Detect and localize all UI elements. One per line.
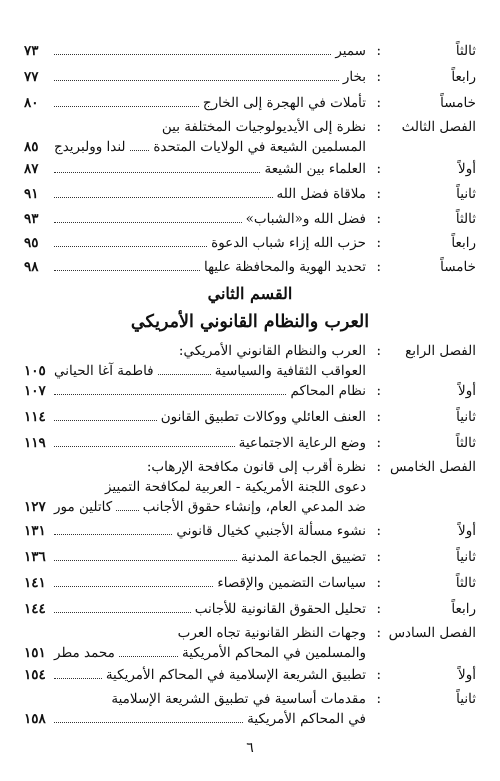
toc-entry [14, 158, 486, 180]
toc-entry [14, 40, 486, 62]
toc-entry-page: ١٣١ [24, 523, 46, 539]
toc-entry-colon: : [376, 43, 381, 59]
toc-entry-line: العلماء بين الشيعة [264, 161, 366, 177]
toc-entry-line: في المحاكم الأمريكية [247, 711, 366, 727]
toc-entry-page: ١٠٥ [24, 363, 46, 379]
dot-leader [54, 68, 339, 81]
page-number: ٦ [246, 740, 254, 756]
toc-entry-line: تضييق الجماعة المدنية [240, 549, 366, 565]
dot-leader [54, 258, 200, 271]
toc-entry-line: والمسلمين في المحاكم الأمريكية [182, 645, 366, 661]
dot-leader [158, 362, 211, 375]
dot-leader [54, 234, 207, 247]
toc-entry-label: الفصل الخامس [389, 459, 476, 475]
toc-entry-line: نظرة أقرب إلى قانون مكافحة الإرهاب: [146, 459, 366, 475]
toc-entry-line: بخار [342, 69, 366, 85]
dot-leader [116, 498, 139, 511]
toc-entry [14, 232, 486, 254]
toc-entry-line: ملاقاة فضل الله [276, 186, 366, 202]
dot-leader [130, 138, 150, 151]
toc-entry-line: سمير [335, 43, 366, 59]
toc-entry-colon: : [376, 259, 381, 275]
toc-entry-line: حزب الله إزاء شباب الدعوة [211, 235, 366, 251]
toc-entry-colon: : [376, 211, 381, 227]
toc-entry [14, 546, 486, 568]
toc-entry-colon: : [376, 667, 381, 683]
toc-entry-colon: : [376, 435, 381, 451]
toc-entry-label: رابعاً [451, 69, 476, 85]
dot-leader [54, 522, 172, 535]
toc-entry-page: ٩١ [24, 186, 39, 202]
toc-entry-label: خامساً [440, 259, 476, 275]
toc-entry [14, 208, 486, 230]
toc-entry-line: وجهات النظر القانونية تجاه العرب [177, 625, 366, 641]
toc-entry [14, 406, 486, 428]
toc-entry [14, 183, 486, 205]
dot-leader [54, 710, 243, 723]
toc-entry-label: أولاً [458, 161, 476, 177]
toc-entry-author: محمد مطر [54, 645, 115, 661]
toc-entry-page: ١٤٤ [24, 601, 46, 617]
toc-entry-page: ٩٣ [24, 211, 39, 227]
toc-entry-line: المسلمين الشيعة في الولايات المتحدة [153, 139, 366, 155]
toc-entry-label: أولاً [458, 667, 476, 683]
dot-leader [54, 42, 331, 55]
toc-entry-page: ٩٥ [24, 235, 39, 251]
toc-entry [14, 572, 486, 594]
toc-entry-page: ١٤١ [24, 575, 46, 591]
toc-entry-line: نظرة إلى الأيديولوجيات المختلفة بين [161, 119, 366, 135]
dot-leader [54, 160, 260, 173]
toc-entry-author: كاتلين مور [54, 499, 113, 515]
dot-leader [54, 94, 199, 107]
toc-entry-line: العنف العائلي ووكالات تطبيق القانون [160, 409, 366, 425]
toc-entry-line: تطبيق الشريعة الإسلامية في المحاكم الأمريكية [105, 667, 366, 683]
toc-entry-line: سياسات التضمين والإقصاء [217, 575, 366, 591]
toc-entry [14, 116, 486, 158]
toc-entry-line: مقدمات أساسية في تطبيق الشريعة الإسلامية [111, 691, 366, 707]
toc-entry-colon: : [376, 575, 381, 591]
toc-entry-page: ٩٨ [24, 259, 39, 275]
dot-leader [54, 574, 213, 587]
dot-leader [54, 382, 286, 395]
toc-entry-line: فضل الله و«الشباب» [245, 211, 366, 227]
toc-entry-label: أولاً [458, 383, 476, 399]
toc-entry [14, 622, 486, 664]
toc-entry [14, 520, 486, 542]
toc-entry-page: ٨٥ [24, 139, 39, 155]
toc-entry-line: وضع الرعاية الاجتماعية [238, 435, 366, 451]
toc-entry-page: ٧٧ [24, 69, 39, 85]
toc-entry-page: ١١٤ [24, 409, 46, 425]
dot-leader [54, 210, 242, 223]
toc-entry-line: تأملات في الهجرة إلى الخارج [202, 95, 366, 111]
toc-entry-page: ١٠٧ [24, 383, 46, 399]
toc-entry-page: ١١٩ [24, 435, 46, 451]
toc-entry-page: ١٥١ [24, 645, 46, 661]
toc-entry-label: الفصل الرابع [405, 343, 476, 359]
toc-entry-colon: : [376, 343, 381, 359]
toc-entry-label: ثالثاً [455, 211, 476, 227]
toc-entry-colon: : [376, 409, 381, 425]
toc-entry-colon: : [376, 549, 381, 565]
toc-entry-line: تحليل الحقوق القانونية للأجانب [194, 601, 366, 617]
section-title: القسم الثاني [207, 284, 293, 303]
section-subtitle: العرب والنظام القانوني الأمريكي [130, 312, 370, 332]
toc-entry-colon: : [376, 601, 381, 617]
toc-entry-page: ٨٧ [24, 161, 39, 177]
toc-entry-line: ضد المدعي العام، وإنشاء حقوق الأجانب [142, 499, 366, 515]
toc-entry-label: ثانياً [456, 409, 476, 425]
toc-entry-line: نظام المحاكم [290, 383, 366, 399]
toc-entry [14, 380, 486, 402]
dot-leader [54, 408, 157, 421]
toc-entry [14, 432, 486, 454]
toc-entry-label: رابعاً [451, 601, 476, 617]
toc-entry-colon: : [376, 69, 381, 85]
toc-entry-page: ١٣٦ [24, 549, 46, 565]
toc-entry-colon: : [376, 161, 381, 177]
dot-leader [54, 666, 102, 679]
toc-entry-label: ثالثاً [455, 435, 476, 451]
toc-entry-page: ٨٠ [24, 95, 39, 111]
toc-entry-colon: : [376, 625, 381, 641]
toc-entry [14, 256, 486, 278]
toc-entry-page: ٧٣ [24, 43, 39, 59]
toc-entry-label: ثالثاً [455, 43, 476, 59]
dot-leader [119, 644, 178, 657]
toc-entry-colon: : [376, 119, 381, 135]
toc-entry-label: ثالثاً [455, 575, 476, 591]
toc-entry [14, 92, 486, 114]
toc-entry-colon: : [376, 523, 381, 539]
toc-entry-line: تحديد الهوية والمحافظة عليها [203, 259, 366, 275]
toc-entry-label: رابعاً [451, 235, 476, 251]
dot-leader [54, 185, 273, 198]
toc-entry-label: ثانياً [456, 186, 476, 202]
toc-entry-page: ١٢٧ [24, 499, 46, 515]
toc-entry [14, 456, 486, 518]
toc-entry-label: خامساً [440, 95, 476, 111]
toc-entry-label: أولاً [458, 523, 476, 539]
dot-leader [54, 548, 237, 561]
toc-entry-label: الفصل الثالث [401, 119, 476, 135]
toc-entry-label: الفصل السادس [388, 625, 476, 641]
dot-leader [54, 434, 235, 447]
toc-entry [14, 688, 486, 730]
toc-entry-author: لندا وولبريدج [54, 139, 126, 155]
toc-entry [14, 664, 486, 686]
toc-entry-line: دعوى اللجنة الأمريكية - العربية لمكافحة التمييز [104, 479, 366, 495]
toc-entry-page: ١٥٨ [24, 711, 46, 727]
toc-entry-colon: : [376, 235, 381, 251]
dot-leader [54, 600, 191, 613]
toc-entry [14, 340, 486, 382]
toc-entry-colon: : [376, 186, 381, 202]
toc-entry-colon: : [376, 383, 381, 399]
toc-entry-colon: : [376, 95, 381, 111]
toc-entry-page: ١٥٤ [24, 667, 46, 683]
toc-entry-colon: : [376, 691, 381, 707]
toc-entry-colon: : [376, 459, 381, 475]
toc-entry-label: ثانياً [456, 691, 476, 707]
toc-entry [14, 598, 486, 620]
toc-entry-author: فاطمة آغا الحياني [54, 363, 154, 379]
toc-entry-line: العواقب الثقافية والسياسية [214, 363, 366, 379]
toc-entry-label: ثانياً [456, 549, 476, 565]
toc-entry-line: العرب والنظام القانوني الأمريكي: [178, 343, 366, 359]
toc-entry [14, 66, 486, 88]
toc-entry-line: نشوء مسألة الأجنبي كخيال قانوني [176, 523, 366, 539]
